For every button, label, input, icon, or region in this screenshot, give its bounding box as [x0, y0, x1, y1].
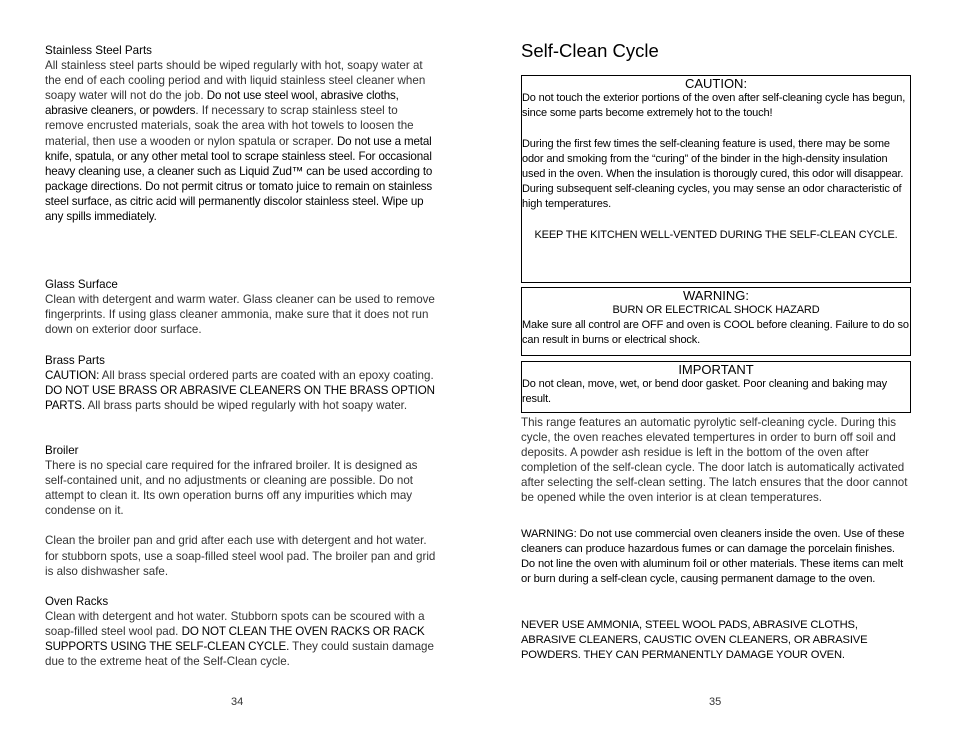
warning-subheading: BURN OR ELECTRICAL SHOCK HAZARD — [612, 304, 820, 316]
stainless-heading: Stainless Steel Parts — [45, 44, 152, 57]
brass-bold-2: DO NOT USE BRASS OR ABRASIVE CLEANERS ON THE BRASS OPTION PARTS. — [45, 384, 435, 413]
important-box — [521, 361, 911, 413]
oven-racks-section — [45, 594, 437, 669]
warning-text: Make sure all control are OFF and oven is COOL before cleaning. Failure to do so can result in burns or electrical shock. — [522, 319, 909, 347]
caution-paragraph-2: During the first few times the self-cleaning feature is used, there may be some odor and smoking from the “curing” of the binder in the high-density insulation used in the oven. When the insulation is thorougly cured, this odor will disappear. During subsequent self-cleaning cycles, you may sense an odor characteristic of high temperatures. — [522, 137, 904, 211]
caution-box — [521, 75, 911, 283]
glass-heading: Glass Surface — [45, 278, 118, 291]
glass-surface-section — [45, 277, 437, 337]
broiler-paragraph-1: There is no special care required for the infrared broiler. It is designed as self-contained unit, and no adjustments or cleaning are possible. Do not attempt to clean it. Its own operation burns off any impurities which may condense on it. — [45, 459, 418, 518]
racks-bold-1: DO NOT CLEAN THE OVEN RACKS OR RACK SUPPORTS USING THE SELF-CLEAN CYCLE. — [45, 625, 425, 654]
warning-heading: WARNING: — [683, 288, 749, 303]
stainless-bold-1: Do not use steel wool, abrasive cloths, abrasive cleaners, or powders — [45, 89, 399, 118]
caution-paragraph-3: KEEP THE KITCHEN WELL-VENTED DURING THE SELF-CLEAN CYCLE. — [534, 228, 898, 241]
important-text: Do not clean, move, wet, or bend door gasket. Poor cleaning and baking may result. — [522, 378, 887, 406]
caution-heading: CAUTION: — [684, 76, 748, 91]
warning-box — [521, 287, 911, 356]
racks-text-1: Clean with detergent and hot water. Stubborn spots can be scoured with a soap-filled steel wool pad. — [45, 610, 425, 639]
broiler-paragraph-2: Clean the broiler pan and grid after each use with detergent and hot water. for stubborn spots, use a soap-filled steel wool pad. The broiler pan and grid is also dishwasher safe. — [45, 534, 436, 578]
brass-heading: Brass Parts — [45, 354, 105, 367]
broiler-section — [45, 443, 437, 579]
page-title: Self-Clean Cycle — [521, 40, 659, 61]
important-heading: IMPORTANT — [678, 362, 754, 377]
brass-parts-section — [45, 353, 437, 413]
brass-text — [45, 368, 437, 413]
never-use-notice: NEVER USE AMMONIA, STEEL WOOL PADS, ABRASIVE CLOTHS, ABRASIVE CLEANERS, CAUSTIC OVEN CLEANERS, OR ABRASIVE POWDERS. THEY CAN PERMANENTLY DAMAGE YOUR OVEN. — [521, 619, 868, 662]
oven-cleaner-warning: WARNING: Do not use commercial oven cleaners inside the oven. Use of these cleaners can produce hazardous fumes or can damage the porcelain finishes. Do not line the oven with aluminum foil or other materials. These items can melt or burn during a self-clean cycle, causing permanent damage to the oven. — [521, 528, 905, 586]
stainless-steel-section — [45, 43, 437, 224]
page-number-right: 35 — [709, 696, 722, 708]
self-clean-description: This range features an automatic pyrolytic self-cleaning cycle. During this cycle, the oven reaches elevated tempertures in order to burn off soil and deposits. A powder ash residue is left in the bottom of the oven after completion of the self-clean cycle. The door latch is automatically activated after selecting the self-clean setting. The latch ensures that the door cannot be opened while the oven interior is at clean temperatures. — [521, 416, 908, 505]
brass-bold-1: CAUTION: — [45, 369, 100, 383]
stainless-bold-2: Do not use a metal knife, spatula, or any other metal tool to scrape stainless steel. For occasional heavy cleaning use, a cleaner such as Liquid Zud™ can be used according to package directions. Do not permit citrus or tomato juice to remain on stainless steel surface, as citric acid will permanently discolor stainless steel. Wipe up any spills immediately. — [45, 134, 433, 224]
racks-text — [45, 609, 437, 669]
racks-heading: Oven Racks — [45, 595, 109, 608]
brass-text-1: All brass special ordered parts are coated with an epoxy coating. — [99, 369, 434, 383]
brass-text-2: All brass parts should be wiped regularly with hot soapy water. — [84, 399, 408, 413]
racks-text-2: They could sustain damage due to the extreme heat of the Self-Clean cycle. — [45, 640, 434, 669]
glass-text: Clean with detergent and warm water. Glass cleaner can be used to remove fingerprints. If using glass cleaner ammonia, make sure that it does not run down on exterior door surface. — [45, 293, 435, 337]
caution-paragraph-1: Do not touch the exterior portions of the oven after self-cleaning cycle has begun, since some parts become extremely hot to the touch! — [522, 92, 906, 120]
stainless-text-2: . If necessary to scrap stainless steel to remove encrusted materials, soak the area with hot towels to loosen the material, then use a wooden or nylon spatula or scraper. — [45, 104, 414, 148]
stainless-text-1: All stainless steel parts should be wiped regularly with hot, soapy water at the end of each cooling period and with liquid stainless steel cleaner when soapy water will not do the job. — [45, 59, 426, 103]
broiler-heading: Broiler — [45, 444, 79, 457]
page-number-left: 34 — [231, 696, 244, 708]
stainless-text — [45, 58, 437, 224]
